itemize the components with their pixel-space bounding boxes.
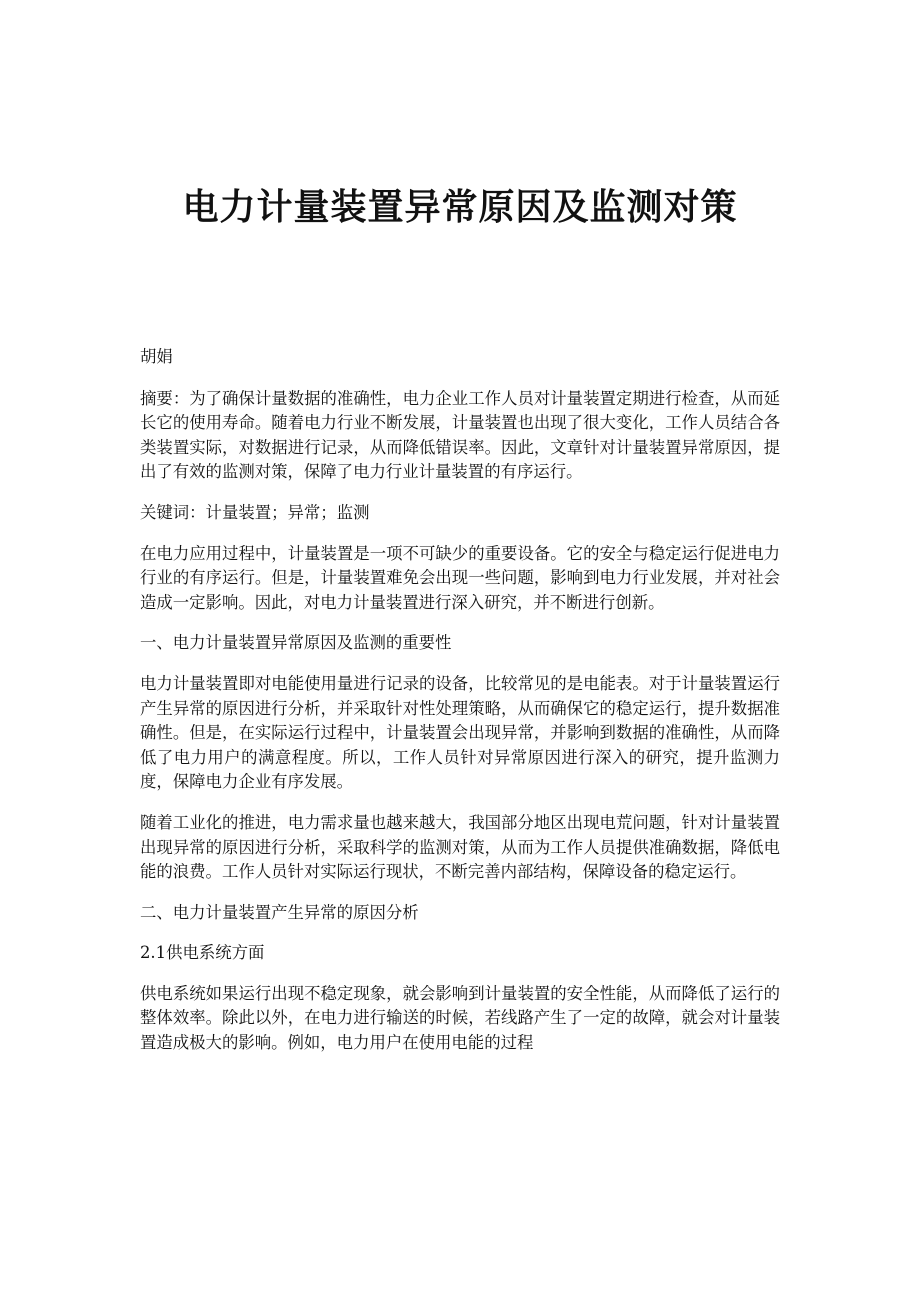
section1-paragraph-1: 电力计量装置即对电能使用量进行记录的设备，比较常见的是电能表。对于计量装置运行产生异常的原因进行分析，并采取针对性处理策略，从而确保它的稳定运行，提升数据准确性。但是，在实际运行过程中，计量装置会出现异常，并影响到数据的准确性，从而降低了电力用户的满意程度。所以，工作人员针对异常原因进行深入的研究，提升监测力度，保障电力企业有序发展。 — [140, 673, 780, 792]
section1-heading: 一、电力计量装置异常原因及监测的重要性 — [140, 633, 452, 653]
section2-heading: 二、电力计量装置产生异常的原因分析 — [140, 902, 419, 922]
section2-1-paragraph-1: 供电系统如果运行出现不稳定现象，就会影响到计量装置的安全性能，从而降低了运行的整体效率。除此以外，在电力进行输送的时候，若线路产生了一定的故障，就会对计量装置造成极大的影响。例如，电力用户在使用电能的过程 — [140, 983, 780, 1053]
section1-paragraph-2: 随着工业化的推进，电力需求量也越来越大，我国部分地区出现电荒问题，针对计量装置出现异常的原因进行分析，采取科学的监测对策，从而为工作人员提供准确数据，降低电能的浪费。工作人员针对实际运行现状，不断完善内部结构，保障设备的稳定运行。 — [140, 812, 780, 882]
intro-paragraph: 在电力应用过程中，计量装置是一项不可缺少的重要设备。它的安全与稳定运行促进电力行业的有序运行。但是，计量装置难免会出现一些问题，影响到电力行业发展，并对社会造成一定影响。因此，对电力计量装置进行深入研究，并不断进行创新。 — [140, 543, 780, 612]
author-name: 胡娟 — [140, 347, 173, 366]
section2-1-heading: 2.1供电系统方面 — [140, 943, 265, 963]
keywords-line: 关键词：计量装置；异常；监测 — [140, 502, 370, 522]
abstract-paragraph: 摘要：为了确保计量数据的准确性，电力企业工作人员对计量装置定期进行检查，从而延长它的使用寿命。随着电力行业不断发展，计量装置也出现了很大变化，工作人员结合各类装置实际，对数据进行记录，从而降低错误率。因此，文章针对计量装置异常原因，提出了有效的监测对策，保障了电力行业计量装置的有序运行。 — [140, 388, 780, 482]
document-title: 电力计量装置异常原因及监测对策 — [182, 187, 738, 228]
document-body — [140, 345, 780, 1072]
